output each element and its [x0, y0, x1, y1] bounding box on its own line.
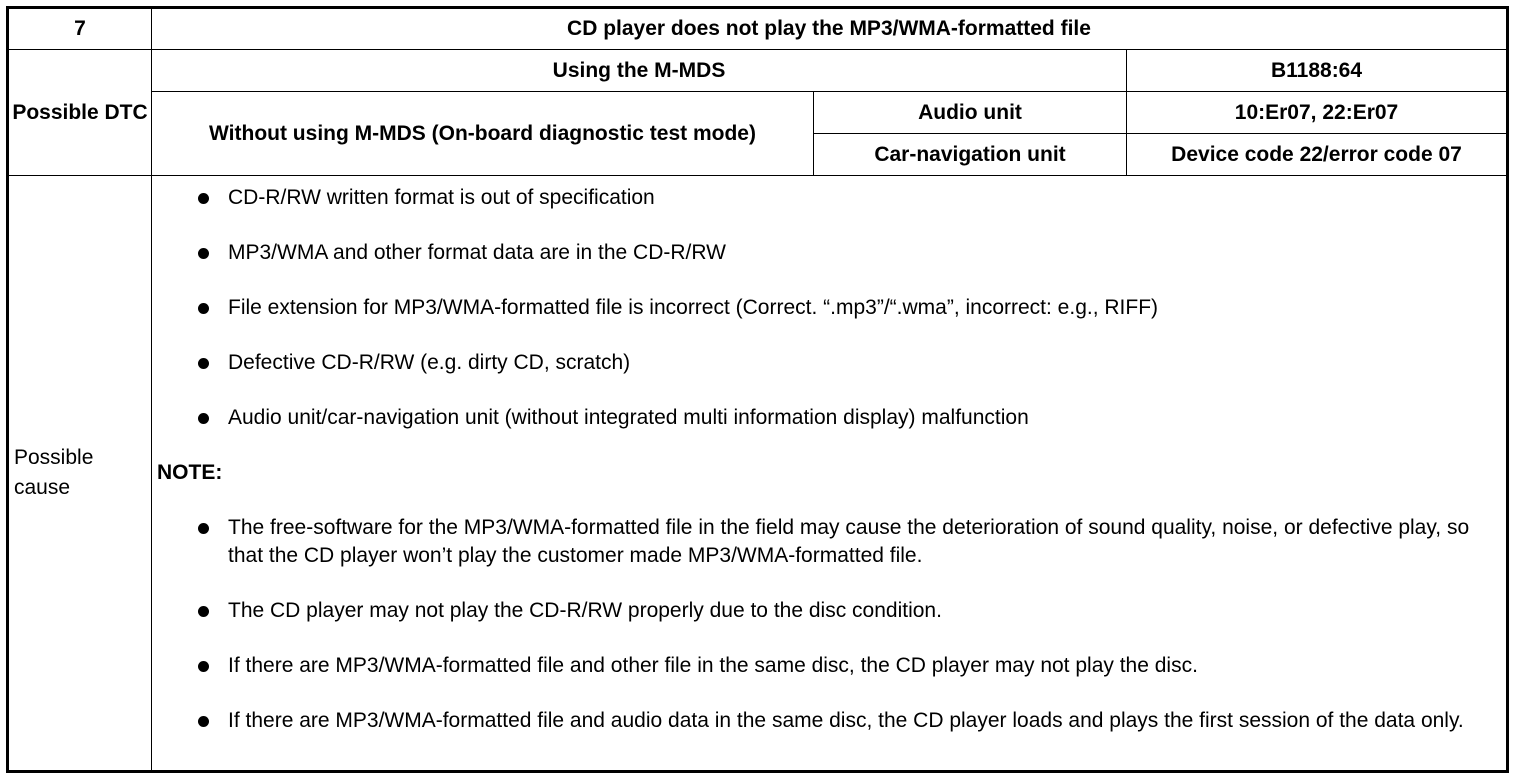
using-mmds-label: Using the M-MDS	[152, 50, 1127, 92]
cause-item: Audio unit/car-navigation unit (without integrated multi information display) malfunction	[152, 404, 1506, 432]
audio-unit-label: Audio unit	[814, 92, 1127, 134]
note-item: The CD player may not play the CD-R/RW properly due to the disc condition.	[152, 597, 1506, 625]
bullet-icon	[198, 606, 209, 617]
cause-item: Defective CD-R/RW (e.g. dirty CD, scratch)	[152, 349, 1506, 377]
note-item: The free-software for the MP3/WMA-formatted file in the field may cause the deterioration of sound quality, noise, or defective play, so that the CD player won’t play the customer made MP3/WMA-formatted file.	[152, 514, 1506, 570]
step-number: 7	[8, 8, 152, 50]
using-mmds-code: B1188:64	[1127, 50, 1508, 92]
nav-unit-label: Car-navigation unit	[814, 134, 1127, 176]
cause-item: File extension for MP3/WMA-formatted file is incorrect (Correct. “.mp3”/“.wma”, incorrect: e.g., RIFF)	[152, 294, 1506, 322]
note-item: If there are MP3/WMA-formatted file and other file in the same disc, the CD player may not play the disc.	[152, 652, 1506, 680]
note-item: If there are MP3/WMA-formatted file and audio data in the same disc, the CD player loads and plays the first session of the data only.	[152, 707, 1506, 735]
bullet-icon	[198, 716, 209, 727]
bullet-icon	[198, 661, 209, 672]
audio-unit-code: 10:Er07, 22:Er07	[1127, 92, 1508, 134]
bullet-icon	[198, 248, 209, 259]
troubleshooting-table	[6, 6, 1509, 773]
bullet-icon	[198, 303, 209, 314]
bullet-icon	[198, 523, 209, 534]
without-mmds-label: Without using M-MDS (On-board diagnostic test mode)	[152, 92, 814, 176]
note-label: NOTE:	[157, 461, 223, 484]
bullet-icon	[198, 358, 209, 369]
cause-content	[152, 176, 1508, 772]
nav-unit-code: Device code 22/error code 07	[1127, 134, 1508, 176]
dtc-label: Possible DTC	[8, 50, 152, 176]
cause-item: MP3/WMA and other format data are in the CD-R/RW	[152, 239, 1506, 267]
bullet-icon	[198, 413, 209, 424]
bullet-icon	[198, 193, 209, 204]
cause-label: Possible cause	[8, 176, 152, 772]
step-title: CD player does not play the MP3/WMA-formatted file	[152, 8, 1508, 50]
cause-item: CD-R/RW written format is out of specification	[152, 184, 1506, 212]
